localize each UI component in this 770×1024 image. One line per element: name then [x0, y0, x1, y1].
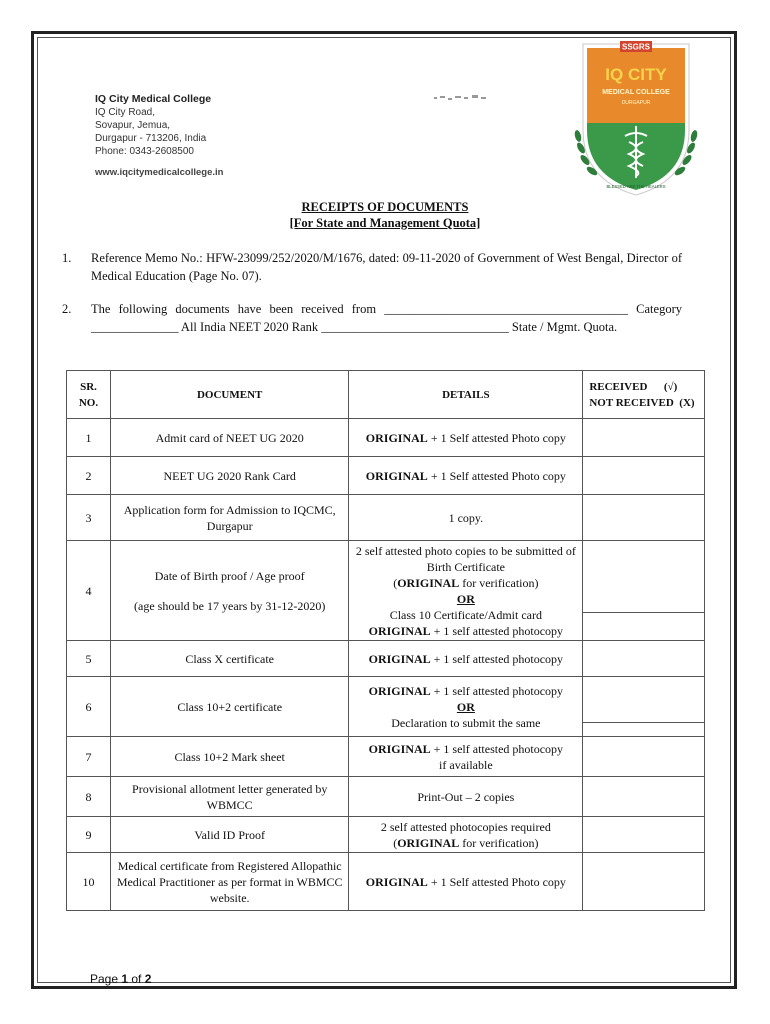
- page-footer: Page 1 of 2: [90, 972, 152, 986]
- received-label: RECEIVED (√): [589, 380, 678, 393]
- table-row: [67, 541, 705, 641]
- college-address-block: [95, 93, 223, 179]
- document-subtitle: [For State and Management Quota]: [289, 216, 481, 230]
- phone-line: Phone: 0343-2608500: [95, 146, 194, 157]
- row-details: Print-Out – 2 copies: [349, 777, 583, 817]
- row-sr: 6: [67, 677, 111, 737]
- paragraph-number: 2.: [62, 302, 72, 316]
- row-sr: 1: [67, 419, 111, 457]
- logo-motto: BLESSED ARE THE HEALERS: [606, 184, 666, 189]
- row-sr: 4: [67, 541, 111, 641]
- received-checkbox-cell[interactable]: [583, 495, 705, 541]
- logo-top-text: SSGRS: [621, 42, 651, 52]
- row-details: 2 self attested photo copies to be submitted of Birth Certificate (ORIGINAL for verification) OR Class 10 Certificate/Admit card ORIGINAL + 1 self attested photocopy: [349, 541, 583, 641]
- row-details: ORIGINAL + 1 self attested photocopy if available: [349, 737, 583, 777]
- address-line: IQ City Road,: [95, 107, 156, 118]
- received-checkbox-cell[interactable]: [583, 677, 705, 737]
- row-details: 1 copy.: [349, 495, 583, 541]
- header-details: DETAILS: [349, 371, 583, 419]
- header-document: DOCUMENT: [110, 371, 348, 419]
- table-header-row: [67, 371, 705, 419]
- header-received: [583, 371, 705, 419]
- row-sr: 2: [67, 457, 111, 495]
- row-sr: 8: [67, 777, 111, 817]
- table-row: [67, 777, 705, 817]
- row-document: Admit card of NEET UG 2020: [110, 419, 348, 457]
- received-checkbox-cell[interactable]: [583, 641, 705, 677]
- row-document: Application form for Admission to IQCMC, Durgapur: [110, 495, 348, 541]
- row-sr: 9: [67, 817, 111, 853]
- address-line: Durgapur - 713206, India: [95, 133, 207, 144]
- paragraph-text: Reference Memo No.: HFW-23099/252/2020/M/1676, dated: 09-11-2020 of Government of West Bengal, Director of Medical Education (Page No. 07).: [91, 251, 682, 283]
- received-checkbox-cell[interactable]: [583, 457, 705, 495]
- documents-table: [66, 370, 705, 911]
- table-row: [67, 853, 705, 911]
- row-document: Medical certificate from Registered Allopathic Medical Practitioner as per format in WBMCC website.: [110, 853, 348, 911]
- stamp-smudge: [432, 94, 490, 104]
- row-document: Class 10+2 certificate: [110, 677, 348, 737]
- received-checkbox-cell[interactable]: [583, 737, 705, 777]
- paragraph-text: The following documents have been received from _______________________________________ Category ______________ All India NEET 2020 Rank ______________________________ State / Mgmt. Quota.: [91, 302, 682, 334]
- logo-name: IQ CITY: [605, 65, 667, 84]
- row-document: Class 10+2 Mark sheet: [110, 737, 348, 777]
- table-row: [67, 457, 705, 495]
- total-pages: 2: [144, 972, 152, 986]
- received-checkbox-cell[interactable]: [583, 853, 705, 911]
- received-checkbox-cell[interactable]: [583, 419, 705, 457]
- table-row: [67, 419, 705, 457]
- table-row: [67, 495, 705, 541]
- college-name: IQ City Medical College: [95, 93, 212, 105]
- row-details: ORIGINAL + 1 self attested photocopy OR Declaration to submit the same: [349, 677, 583, 737]
- row-details: ORIGINAL + 1 Self attested Photo copy: [349, 457, 583, 495]
- row-sr: 10: [67, 853, 111, 911]
- received-checkbox-cell[interactable]: [583, 777, 705, 817]
- not-received-label: NOT RECEIVED (X): [589, 396, 695, 409]
- row-document: NEET UG 2020 Rank Card: [110, 457, 348, 495]
- row-document: Date of Birth proof / Age proof (age should be 17 years by 31-12-2020): [110, 541, 348, 641]
- row-sr: 5: [67, 641, 111, 677]
- row-document: Class X certificate: [110, 641, 348, 677]
- address-line: Sovapur, Jemua,: [95, 120, 171, 131]
- table-row: [67, 737, 705, 777]
- row-document: Provisional allotment letter generated by WBMCC: [110, 777, 348, 817]
- college-website: www.iqcitymedicalcollege.in: [95, 167, 224, 178]
- table-row: [67, 817, 705, 853]
- header-sr-no: SR. NO.: [67, 371, 111, 419]
- college-crest-logo: [573, 38, 699, 200]
- current-page: 1: [121, 972, 129, 986]
- paragraph-number: 1.: [62, 251, 72, 265]
- logo-sub1: MEDICAL COLLEGE: [602, 89, 670, 96]
- received-checkbox-cell[interactable]: [583, 817, 705, 853]
- row-details: ORIGINAL + 1 self attested photocopy: [349, 641, 583, 677]
- row-details: 2 self attested photocopies required (ORIGINAL for verification): [349, 817, 583, 853]
- row-sr: 3: [67, 495, 111, 541]
- paragraph-reference: [62, 249, 682, 289]
- logo-sub2: DURGAPUR: [621, 100, 651, 106]
- paragraph-received: [62, 300, 682, 360]
- row-details: ORIGINAL + 1 Self attested Photo copy: [349, 853, 583, 911]
- row-document: Valid ID Proof: [110, 817, 348, 853]
- table-row: [67, 677, 705, 737]
- row-sr: 7: [67, 737, 111, 777]
- document-title: RECEIPTS OF DOCUMENTS: [301, 200, 469, 214]
- row-details: ORIGINAL + 1 Self attested Photo copy: [349, 419, 583, 457]
- received-checkbox-cell[interactable]: [583, 541, 705, 641]
- table-row: [67, 641, 705, 677]
